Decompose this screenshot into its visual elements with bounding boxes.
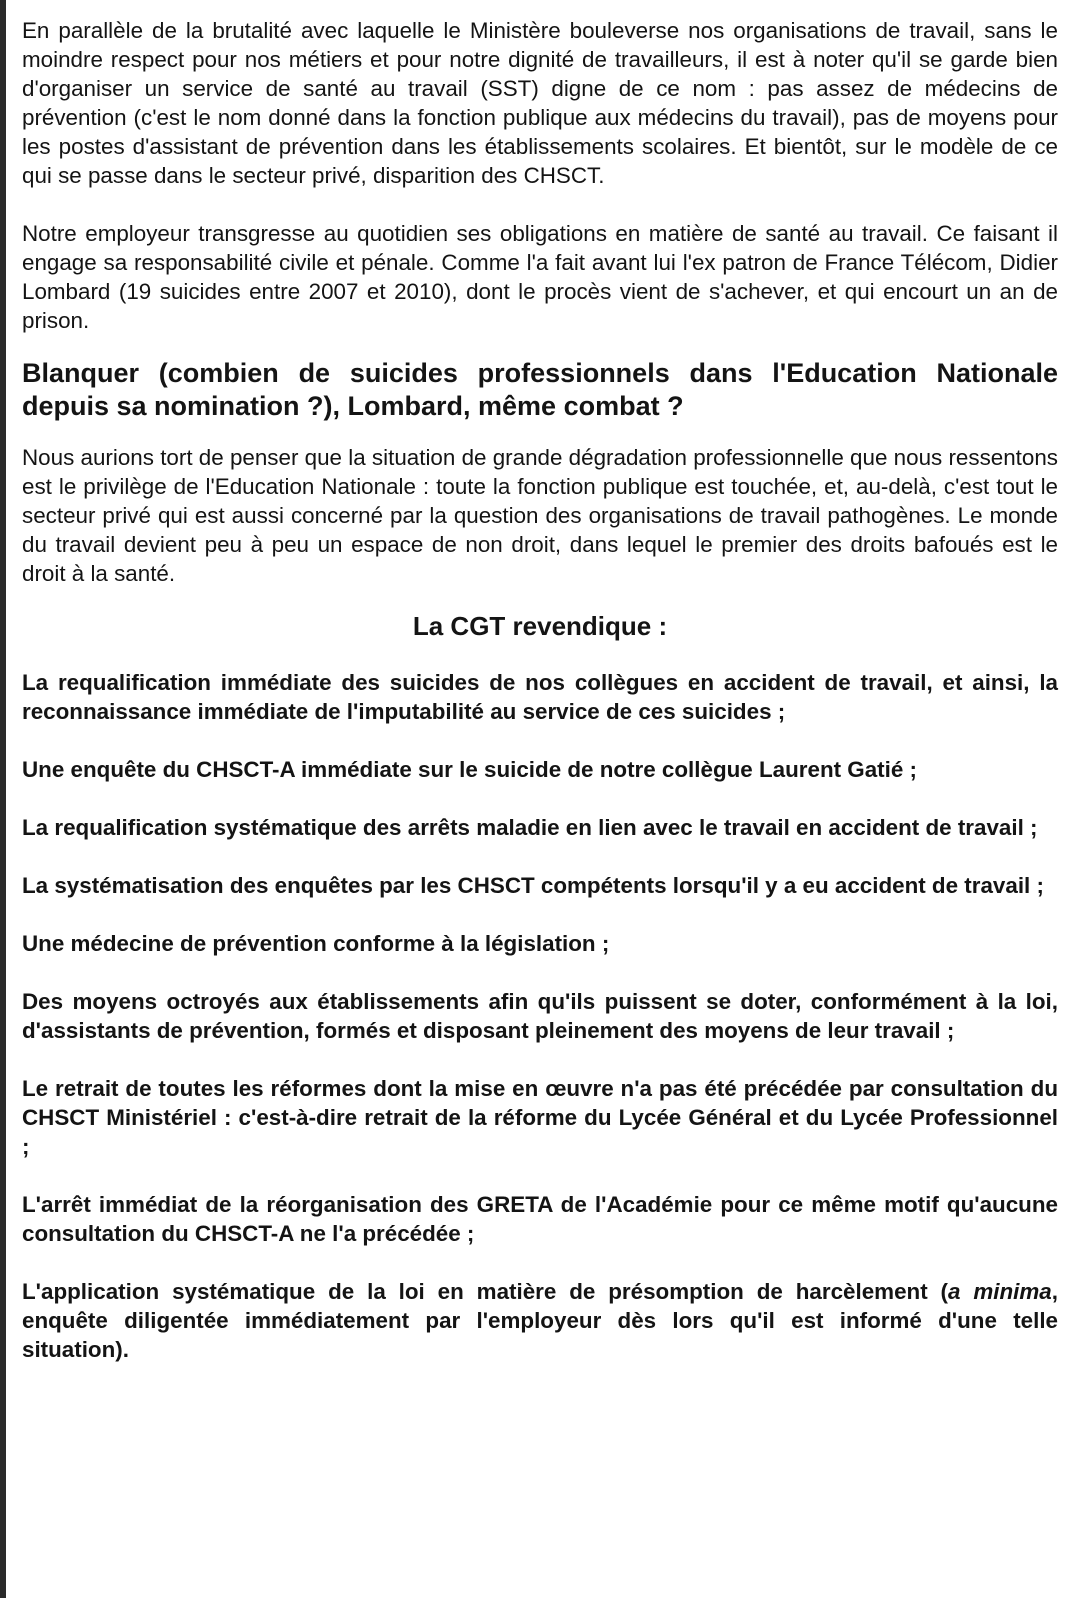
document-page (22, 16, 1058, 1393)
demand-item: Une enquête du CHSCT-A immédiate sur le suicide de notre collègue Laurent Gatié ; (22, 757, 917, 782)
demand-last-text-before: L'application systématique de la loi en matière de présomption de harcèlement ( (22, 1279, 949, 1304)
page-edge (0, 0, 6, 1598)
demand-item: Des moyens octroyés aux établissements afin qu'ils puissent se doter, conformément à la loi, d'assistants de prévention, formés et disposant pleinement des moyens de leur travail ; (22, 989, 1058, 1043)
section-heading: Blanquer (combien de suicides professionnels dans l'Education Nationale depuis sa nomination ?), Lombard, même combat ? (22, 358, 1058, 421)
demand-item: Le retrait de toutes les réformes dont la mise en œuvre n'a pas été précédée par consultation du CHSCT Ministériel : c'est-à-dire retrait de la réforme du Lycée Général et du Lycée Professionnel ; (22, 1076, 1058, 1159)
demand-item: La requalification systématique des arrêts maladie en lien avec le travail en accident de travail ; (22, 815, 1038, 840)
intro-paragraph-3: Nous aurions tort de penser que la situation de grande dégradation professionnelle que nous ressentons est le privilège de l'Education Nationale : toute la fonction publique est touchée, et, au-delà, c'est tout le secteur privé qui est aussi concerné par la question des organisations de travail pathogènes. Le monde du travail devient peu à peu un espace de non droit, dans lequel le premier des droits bafoués est le droit à la santé. (22, 445, 1058, 586)
intro-paragraph-1: En parallèle de la brutalité avec laquelle le Ministère bouleverse nos organisations de travail, sans le moindre respect pour nos métiers et pour notre dignité de travailleurs, il est à noter qu'il se garde bien d'organiser un service de santé au travail (SST) digne de ce nom : pas assez de médecins de prévention (c'est le nom donné dans la fonction publique aux médecins du travail), pas de moyens pour les postes d'assistant de prévention dans les établissements scolaires. Et bientôt, sur le modèle de ce qui se passe dans le secteur privé, disparition des CHSCT. (22, 18, 1058, 188)
demand-item-last (22, 1277, 1058, 1364)
demand-last-text-after: , enquête diligentée immédiatement par l'employeur dès lors qu'il est informé d'une telle situation). (22, 1279, 1058, 1362)
demand-item: Une médecine de prévention conforme à la législation ; (22, 931, 610, 956)
intro-paragraph-2: Notre employeur transgresse au quotidien ses obligations en matière de santé au travail. Ce faisant il engage sa responsabilité civile et pénale. Comme l'a fait avant lui l'ex patron de France Télécom, Didier Lombard (19 suicides entre 2007 et 2010), dont le procès vient de s'achever, et qui encourt un an de prison. (22, 221, 1058, 333)
demand-item: La systématisation des enquêtes par les CHSCT compétents lorsqu'il y a eu accident de travail ; (22, 873, 1044, 898)
demand-item: L'arrêt immédiat de la réorganisation des GRETA de l'Académie pour ce même motif qu'aucune consultation du CHSCT-A ne l'a précédée ; (22, 1192, 1058, 1246)
demands-list (22, 668, 1058, 1364)
demand-item: La requalification immédiate des suicides de nos collègues en accident de travail, et ainsi, la reconnaissance immédiate de l'imputabilité au service de ces suicides ; (22, 670, 1058, 724)
demand-last-italic: a minima (948, 1279, 1052, 1304)
cgt-demands-heading: La CGT revendique : (412, 611, 668, 641)
